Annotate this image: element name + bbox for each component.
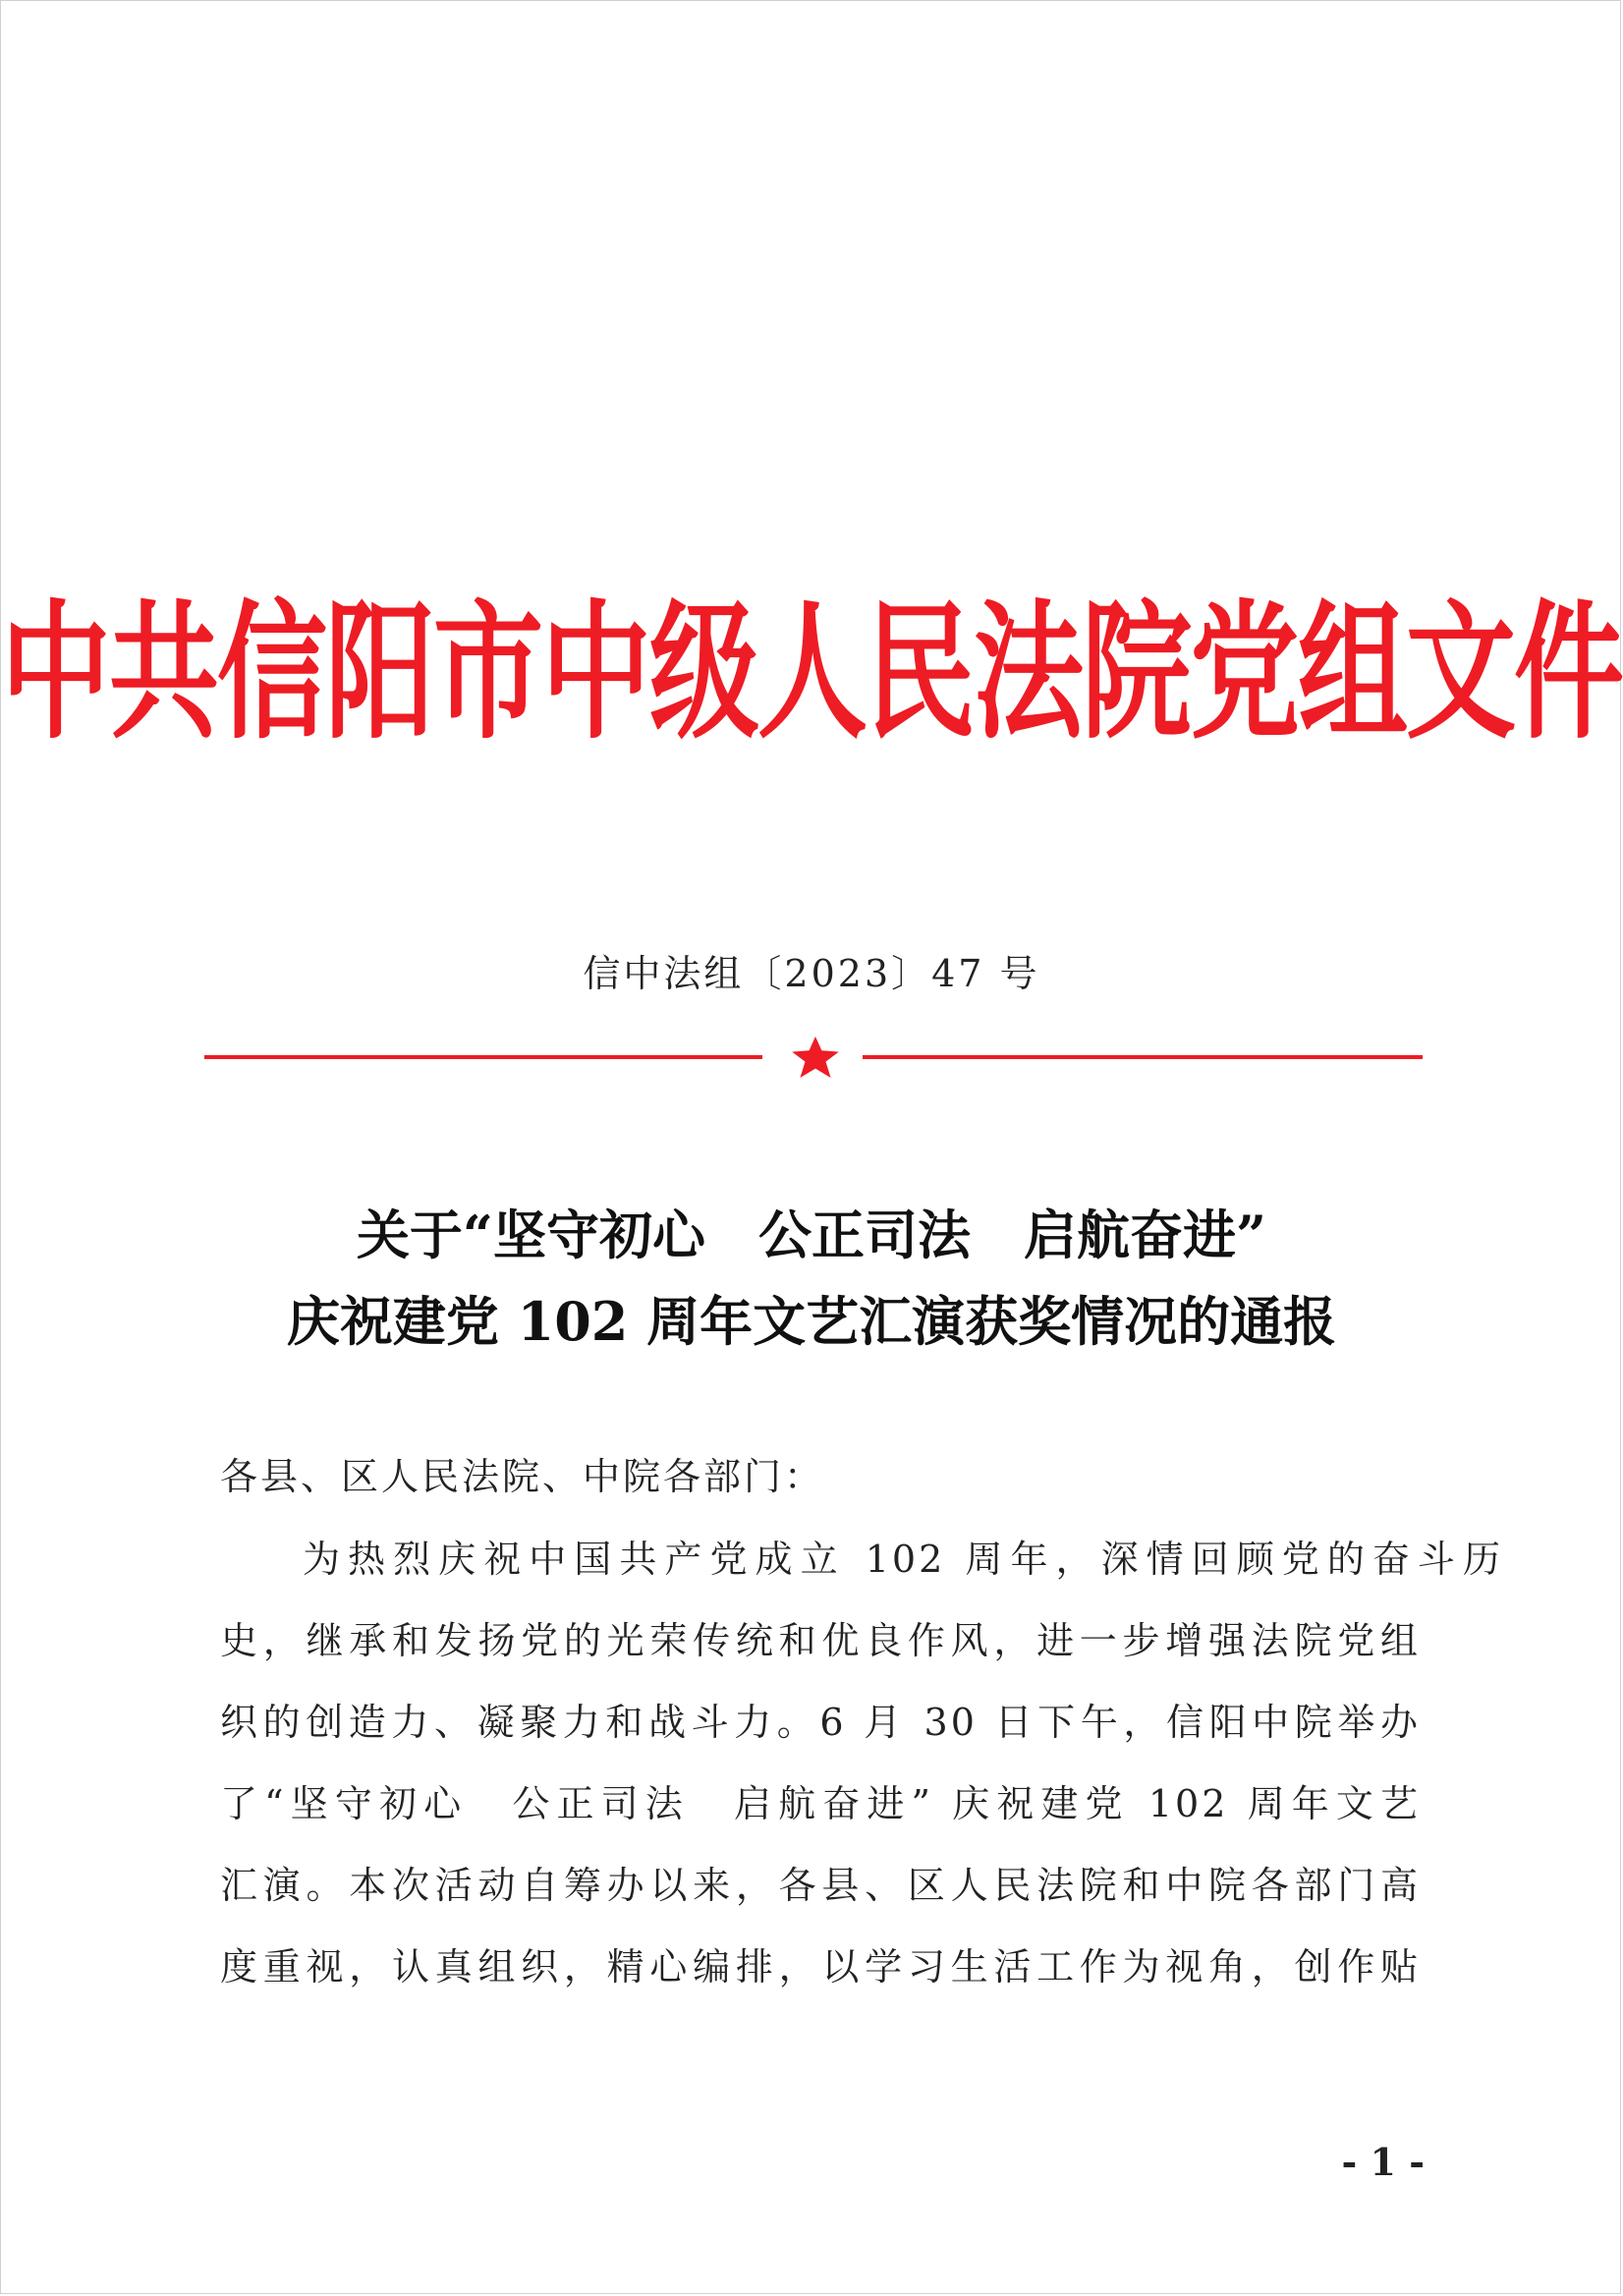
document-header-organization: 中共信阳市中级人民法院党组文件: [1, 586, 1622, 760]
document-number: 信中法组〔2023〕47 号: [583, 952, 1040, 995]
body-line: 为热烈庆祝中国共产党成立 102 周年，深情回顾党的奋斗历: [303, 1538, 1503, 1581]
star-icon: [792, 1036, 839, 1078]
red-divider: [204, 1036, 1423, 1095]
salutation: 各县、区人民法院、中院各部门：: [220, 1455, 825, 1498]
page-number: - 1 -: [1341, 2140, 1425, 2184]
body-line: 度重视，认真组织，精心编排，以学习生活工作为视角，创作贴: [220, 1945, 1421, 1988]
body-line: 了“坚守初心 公正司法 启航奋进” 庆祝建党 102 周年文艺: [220, 1782, 1421, 1825]
body-line: 织的创造力、凝聚力和战斗力。6 月 30 日下午，信阳中院举办: [220, 1701, 1421, 1744]
body-line: 汇演。本次活动自筹办以来，各县、区人民法院和中院各部门高: [220, 1864, 1421, 1907]
notice-title-line-2: 庆祝建党 102 周年文艺汇演获奖情况的通报: [286, 1290, 1337, 1353]
body-line: 史，继承和发扬党的光荣传统和优良作风，进一步增强法院党组: [220, 1619, 1421, 1662]
notice-title-line-1: 关于“坚守初心 公正司法 启航奋进”: [356, 1204, 1267, 1266]
